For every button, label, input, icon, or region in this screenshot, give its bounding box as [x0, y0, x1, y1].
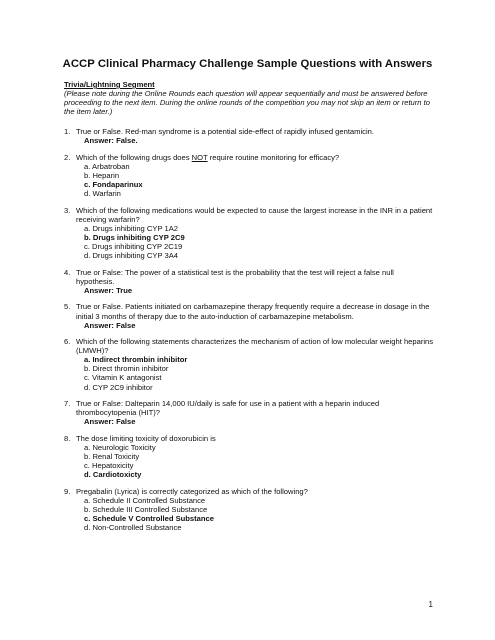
question-text-part: Which of the following drugs does	[76, 152, 192, 162]
question-number: 1.	[64, 127, 71, 137]
question-number: 5.	[64, 302, 71, 312]
option-correct: c. Fondaparinux	[84, 180, 143, 190]
segment-title: Trivia/Lightning Segment	[64, 80, 155, 89]
question-number: 4.	[64, 267, 71, 277]
option: b. Renal Toxicity	[84, 451, 140, 461]
question-number: 8.	[64, 433, 71, 443]
question-1	[64, 127, 434, 145]
question-text	[76, 153, 434, 162]
option: b. Direct thromin inhibitor	[84, 364, 169, 374]
page-number: 1	[428, 600, 433, 609]
option: a. Neurologic Toxicity	[84, 442, 156, 452]
option: d. CYP 2C9 inhibitor	[84, 382, 153, 392]
option: a. Drugs inhibiting CYP 1A2	[84, 224, 178, 233]
question-number: 7.	[64, 399, 71, 409]
question-text: True or False: Dalteparin 14,000 IU/daily is safe for use in a patient with a heparin induced thrombocytopenia (HIT)?	[76, 399, 380, 418]
question-text: Which of the following statements characterizes the mechanism of action of low molecular weight heparins (LMWH)?	[76, 337, 434, 356]
option: d. Non-Controlled Substance	[84, 522, 182, 532]
option: c. Vitamin K antagonist	[84, 373, 162, 383]
answer: Answer: False	[84, 320, 136, 330]
answer: Answer: False	[84, 417, 136, 427]
option: a. Arbatroban	[84, 162, 130, 172]
option: b. Heparin	[84, 171, 120, 181]
option-correct: a. Indirect thrombin inhibitor	[84, 355, 188, 365]
option: c. Drugs inhibiting CYP 2C19	[84, 242, 183, 252]
option: b. Schedule III Controlled Substance	[84, 504, 208, 514]
option-correct: b. Drugs inhibiting CYP 2C9	[84, 233, 185, 243]
question-number: 6.	[64, 337, 71, 347]
option: d. Warfarin	[84, 189, 121, 199]
question-text-part: require routine monitoring for efficacy?	[207, 152, 340, 162]
option: d. Drugs inhibiting CYP 3A4	[84, 251, 178, 261]
question-number: 2.	[64, 152, 71, 162]
document-title: ACCP Clinical Pharmacy Challenge Sample Questions with Answers	[62, 58, 433, 70]
answer: Answer: True	[84, 285, 133, 295]
question-7	[64, 399, 434, 426]
question-text: True or False: The power of a statistical test is the probability that the test will reject a false null hypothesis.	[76, 267, 394, 286]
question-2	[64, 153, 434, 198]
option-correct: c. Schedule V Controlled Substance	[84, 513, 214, 523]
segment-note: (Please note during the Online Rounds each question will appear sequentially and must be answered before proceeding to the next item. During the online rounds of the competition you may not skip an item or return to the item later.)	[64, 89, 430, 117]
question-3	[64, 206, 434, 261]
question-number: 3.	[64, 205, 71, 215]
question-text: Which of the following medications would be expected to cause the largest increase in the INR in a patient receiving warfarin?	[76, 205, 433, 224]
question-text: True or False. Patients initiated on carbamazepine therapy frequently require a decrease in dosage in the initial 3 months of therapy due to the auto-induction of carbamazepine metabolism.	[76, 302, 430, 321]
option-correct: d. Cardiotoxicty	[84, 470, 142, 480]
option: a. Schedule II Controlled Substance	[84, 495, 206, 505]
question-text: True or False. Red-man syndrome is a potential side-effect of rapidly infused gentamicin.	[76, 127, 374, 137]
question-4	[64, 268, 434, 295]
question-6	[64, 337, 434, 392]
answer: Answer: False.	[84, 136, 138, 146]
question-text: Pregabalin (Lyrica) is correctly categorized as which of the following?	[76, 486, 308, 496]
question-8	[64, 434, 434, 479]
question-text-emphasis: NOT	[191, 152, 208, 162]
document-body	[64, 80, 434, 532]
option: c. Hepatoxicity	[84, 461, 134, 471]
question-5	[64, 302, 434, 329]
question-9	[64, 487, 434, 532]
question-number: 9.	[64, 486, 71, 496]
question-text: The dose limiting toxicity of doxorubicin is	[76, 433, 216, 443]
